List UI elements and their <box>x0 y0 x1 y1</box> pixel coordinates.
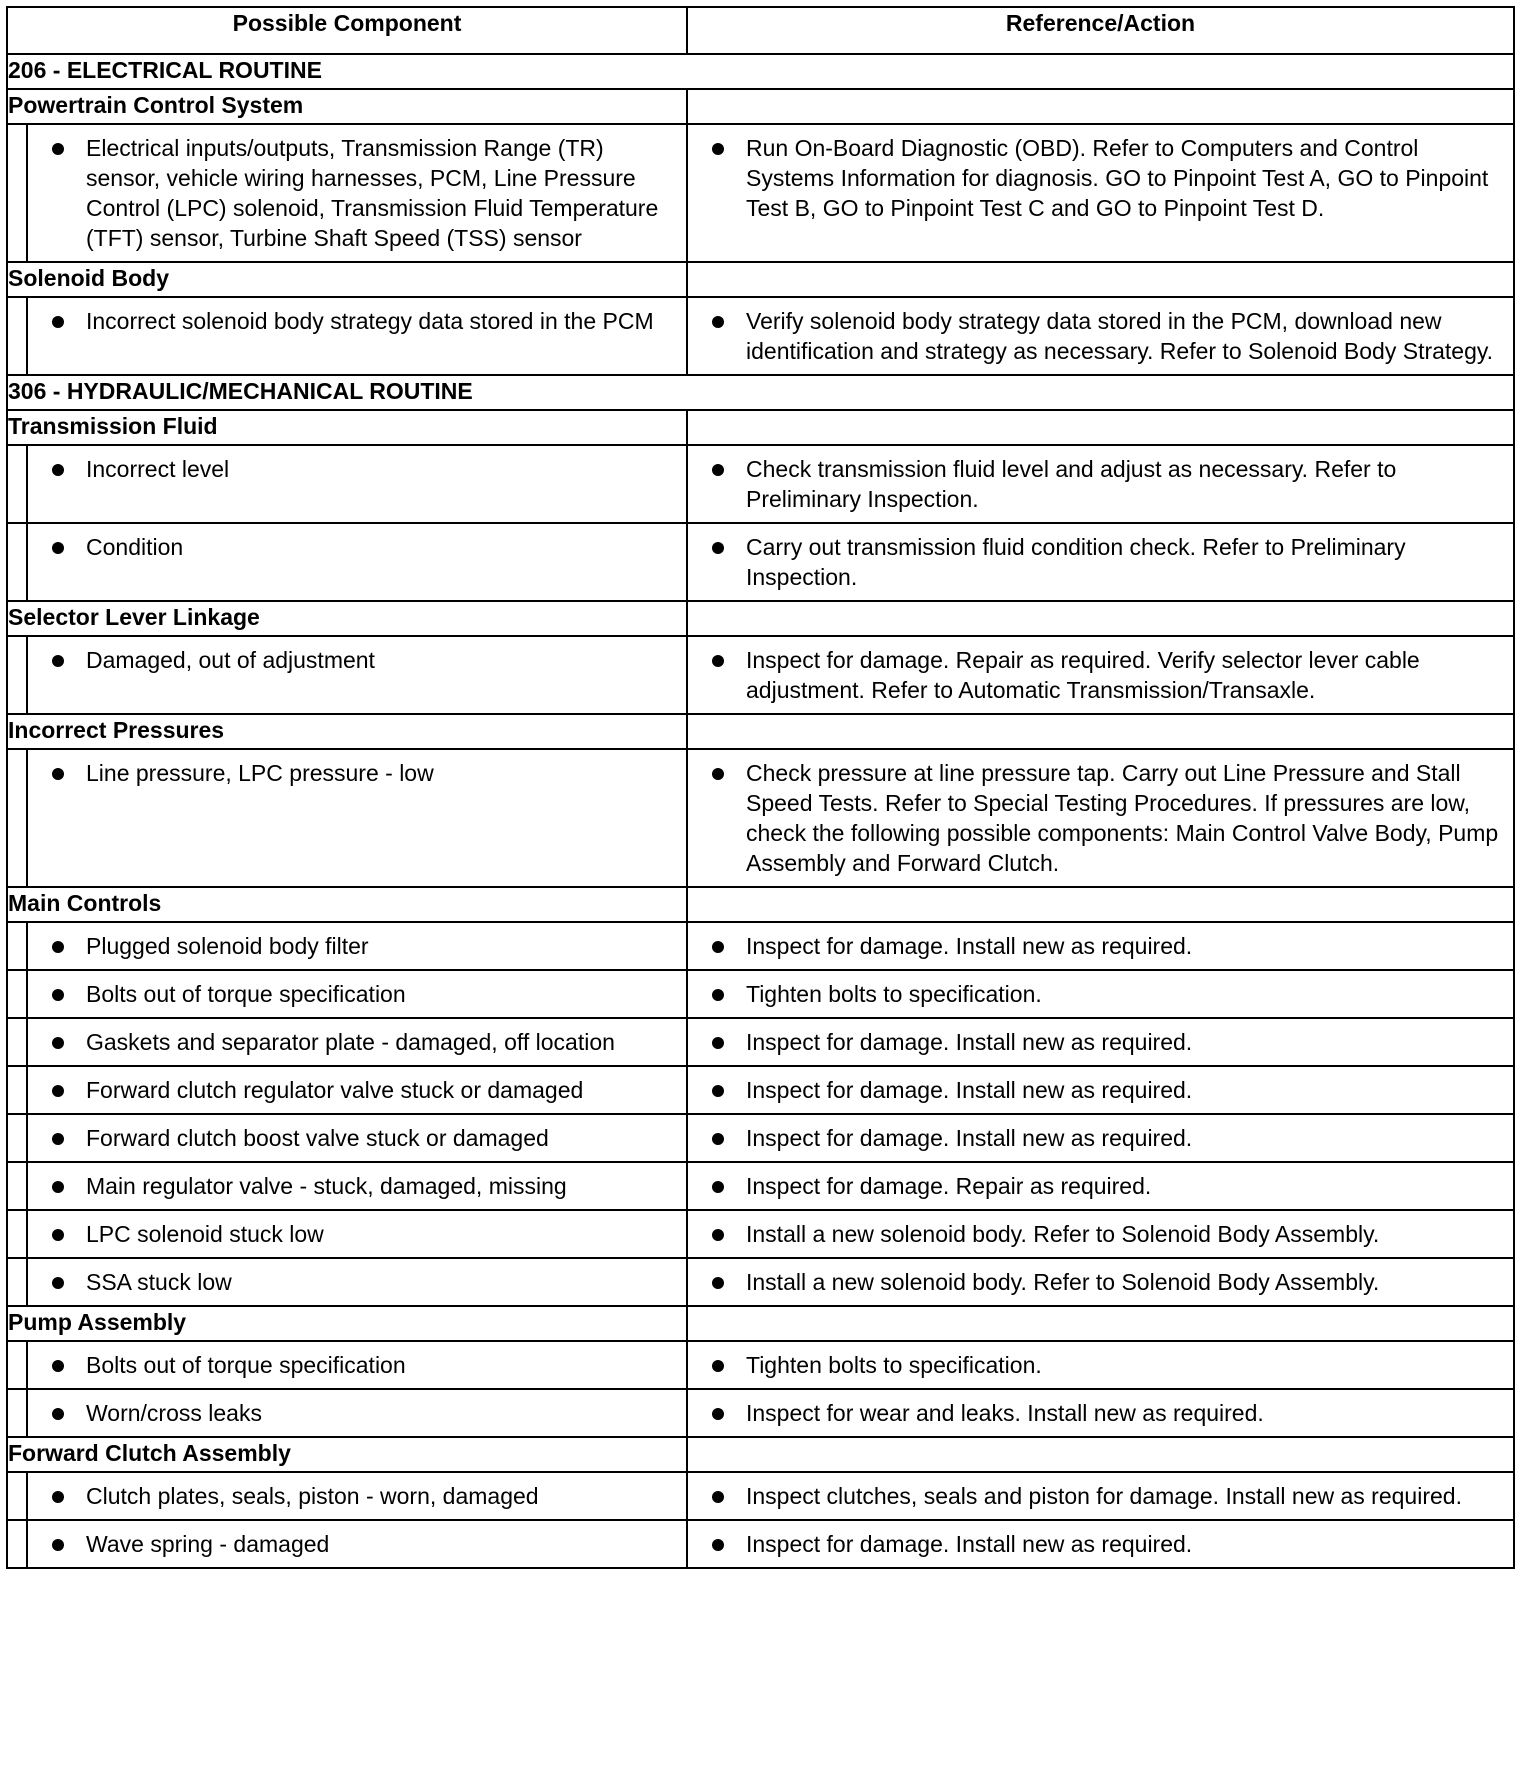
bullet-item <box>28 637 686 683</box>
bullet-icon <box>710 306 746 366</box>
bullet-item <box>28 446 686 492</box>
group-action-blank <box>687 714 1514 749</box>
action-cell <box>687 445 1514 523</box>
bullet-item <box>688 1342 1513 1388</box>
action-cell <box>687 1018 1514 1066</box>
component-cell <box>27 523 687 601</box>
bullet-icon <box>710 532 746 592</box>
bullet-icon <box>710 133 746 223</box>
bullet-item <box>28 1390 686 1436</box>
table-row <box>7 445 1514 523</box>
bullet-icon <box>50 454 86 484</box>
component-cell <box>27 1210 687 1258</box>
action-cell <box>687 636 1514 714</box>
group-action-blank <box>687 262 1514 297</box>
indent-cell <box>7 124 27 262</box>
action-text: Inspect clutches, seals and piston for damage. Install new as required. <box>746 1483 1462 1509</box>
group-title: Incorrect Pressures <box>7 714 687 749</box>
group-row <box>7 89 1514 124</box>
component-text: Damaged, out of adjustment <box>86 647 375 673</box>
component-cell <box>27 970 687 1018</box>
group-action-blank <box>687 410 1514 445</box>
table-row <box>7 749 1514 887</box>
group-action-blank <box>687 601 1514 636</box>
bullet-icon <box>50 1267 86 1297</box>
table-row <box>7 1520 1514 1568</box>
bullet-item <box>688 298 1513 374</box>
bullet-icon <box>50 1350 86 1380</box>
bullet-icon <box>710 1350 746 1380</box>
bullet-icon <box>50 133 86 253</box>
bullet-item <box>688 1115 1513 1161</box>
bullet-icon <box>710 1219 746 1249</box>
bullet-icon <box>710 1267 746 1297</box>
bullet-item <box>28 1067 686 1113</box>
component-cell <box>27 1114 687 1162</box>
group-action-blank <box>687 89 1514 124</box>
indent-cell <box>7 970 27 1018</box>
component-cell <box>27 1018 687 1066</box>
bullet-item <box>688 1019 1513 1065</box>
action-cell <box>687 523 1514 601</box>
component-cell <box>27 445 687 523</box>
table-row <box>7 1018 1514 1066</box>
action-text: Inspect for damage. Repair as required. Verify selector lever cable adjustment. Refer to Automatic Transmission/Transaxle. <box>746 647 1420 703</box>
bullet-icon <box>710 1027 746 1057</box>
action-cell <box>687 1162 1514 1210</box>
component-text: Forward clutch boost valve stuck or damaged <box>86 1125 549 1151</box>
table-header-row <box>7 7 1514 54</box>
bullet-icon <box>50 1075 86 1105</box>
table-row <box>7 523 1514 601</box>
table-row <box>7 1389 1514 1437</box>
indent-cell <box>7 1341 27 1389</box>
action-text: Carry out transmission fluid condition check. Refer to Preliminary Inspection. <box>746 534 1406 590</box>
group-title: Main Controls <box>7 887 687 922</box>
indent-cell <box>7 1018 27 1066</box>
bullet-icon <box>50 1027 86 1057</box>
bullet-item <box>28 1163 686 1209</box>
bullet-item <box>688 1211 1513 1257</box>
group-title: Pump Assembly <box>7 1306 687 1341</box>
action-cell <box>687 1341 1514 1389</box>
component-text: Line pressure, LPC pressure - low <box>86 760 434 786</box>
bullet-icon <box>710 1075 746 1105</box>
component-text: Electrical inputs/outputs, Transmission Range (TR) sensor, vehicle wiring harnesses, PCM, Line Pressure Control (LPC) solenoid, Transmission Fluid Temperature (TFT) sensor, Turbine Shaft Speed (TSS) sensor <box>86 135 659 251</box>
component-cell <box>27 636 687 714</box>
component-cell <box>27 1341 687 1389</box>
component-cell <box>27 297 687 375</box>
component-text: Condition <box>86 534 184 560</box>
bullet-item <box>688 1163 1513 1209</box>
routine-row <box>7 375 1514 410</box>
component-text: Main regulator valve - stuck, damaged, missing <box>86 1173 567 1199</box>
action-cell <box>687 297 1514 375</box>
routine-title: 306 - HYDRAULIC/MECHANICAL ROUTINE <box>7 375 1514 410</box>
bullet-icon <box>50 306 86 336</box>
action-cell <box>687 124 1514 262</box>
action-text: Install a new solenoid body. Refer to Solenoid Body Assembly. <box>746 1221 1380 1247</box>
bullet-item <box>28 524 686 570</box>
bullet-item <box>28 923 686 969</box>
routine-title: 206 - ELECTRICAL ROUTINE <box>7 54 1514 89</box>
indent-cell <box>7 1210 27 1258</box>
bullet-icon <box>50 758 86 788</box>
group-row <box>7 1306 1514 1341</box>
group-row <box>7 262 1514 297</box>
table-row <box>7 636 1514 714</box>
bullet-item <box>28 298 686 344</box>
table-row <box>7 1162 1514 1210</box>
bullet-icon <box>50 931 86 961</box>
action-text: Verify solenoid body strategy data stored in the PCM, download new identification and strategy as necessary. Refer to Solenoid Body Strategy. <box>746 308 1494 364</box>
bullet-icon <box>710 1398 746 1428</box>
bullet-item <box>28 971 686 1017</box>
component-text: LPC solenoid stuck low <box>86 1221 324 1247</box>
action-cell <box>687 1520 1514 1568</box>
bullet-icon <box>50 1219 86 1249</box>
bullet-item <box>688 1473 1513 1519</box>
bullet-item <box>28 1473 686 1519</box>
indent-cell <box>7 636 27 714</box>
action-text: Inspect for damage. Repair as required. <box>746 1173 1152 1199</box>
group-title: Selector Lever Linkage <box>7 601 687 636</box>
group-title: Forward Clutch Assembly <box>7 1437 687 1472</box>
action-cell <box>687 1389 1514 1437</box>
bullet-item <box>28 1342 686 1388</box>
table-row <box>7 1341 1514 1389</box>
indent-cell <box>7 922 27 970</box>
bullet-icon <box>50 979 86 1009</box>
component-text: Worn/cross leaks <box>86 1400 262 1426</box>
bullet-icon <box>710 1529 746 1559</box>
diagnosis-table <box>6 6 1515 1569</box>
bullet-item <box>688 524 1513 600</box>
bullet-icon <box>50 1481 86 1511</box>
bullet-item <box>28 125 686 261</box>
bullet-item <box>688 971 1513 1017</box>
action-text: Check pressure at line pressure tap. Carry out Line Pressure and Stall Speed Tests. Refer to Special Testing Procedures. If pressures are low, check the following possible components: Main Control Valve Body, Pump Assembly and Forward Clutch. <box>746 760 1499 876</box>
action-text: Tighten bolts to specification. <box>746 981 1042 1007</box>
table-row <box>7 124 1514 262</box>
bullet-icon <box>50 1529 86 1559</box>
bullet-item <box>688 1521 1513 1567</box>
indent-cell <box>7 445 27 523</box>
group-title: Transmission Fluid <box>7 410 687 445</box>
group-row <box>7 410 1514 445</box>
action-text: Inspect for damage. Install new as required. <box>746 1125 1193 1151</box>
group-action-blank <box>687 1437 1514 1472</box>
header-reference-action: Reference/Action <box>687 7 1514 54</box>
action-text: Tighten bolts to specification. <box>746 1352 1042 1378</box>
group-title: Solenoid Body <box>7 262 687 297</box>
indent-cell <box>7 297 27 375</box>
bullet-item <box>688 750 1513 886</box>
bullet-icon <box>50 645 86 675</box>
component-text: Incorrect level <box>86 456 230 482</box>
bullet-icon <box>710 1123 746 1153</box>
indent-cell <box>7 1162 27 1210</box>
bullet-icon <box>50 1123 86 1153</box>
table-row <box>7 1114 1514 1162</box>
bullet-item <box>28 1211 686 1257</box>
action-cell <box>687 1114 1514 1162</box>
table-row <box>7 1258 1514 1306</box>
component-text: Plugged solenoid body filter <box>86 933 369 959</box>
indent-cell <box>7 1066 27 1114</box>
component-cell <box>27 124 687 262</box>
indent-cell <box>7 1258 27 1306</box>
bullet-item <box>28 750 686 796</box>
action-text: Inspect for damage. Install new as required. <box>746 933 1193 959</box>
table-row <box>7 1210 1514 1258</box>
action-text: Check transmission fluid level and adjust as necessary. Refer to Preliminary Inspection. <box>746 456 1397 512</box>
group-row <box>7 714 1514 749</box>
action-text: Run On-Board Diagnostic (OBD). Refer to Computers and Control Systems Information for diagnosis. GO to Pinpoint Test A, GO to Pinpoint Test B, GO to Pinpoint Test C and GO to Pinpoint Test D. <box>746 135 1489 221</box>
bullet-icon <box>710 931 746 961</box>
component-text: Bolts out of torque specification <box>86 1352 406 1378</box>
bullet-icon <box>710 979 746 1009</box>
indent-cell <box>7 749 27 887</box>
action-cell <box>687 1472 1514 1520</box>
indent-cell <box>7 1520 27 1568</box>
bullet-icon <box>50 532 86 562</box>
bullet-icon <box>710 1481 746 1511</box>
component-cell <box>27 922 687 970</box>
bullet-item <box>688 125 1513 231</box>
group-row <box>7 1437 1514 1472</box>
component-text: Bolts out of torque specification <box>86 981 406 1007</box>
component-text: SSA stuck low <box>86 1269 232 1295</box>
bullet-item <box>28 1521 686 1567</box>
group-title: Powertrain Control System <box>7 89 687 124</box>
bullet-icon <box>50 1398 86 1428</box>
component-cell <box>27 1520 687 1568</box>
indent-cell <box>7 523 27 601</box>
header-possible-component: Possible Component <box>7 7 687 54</box>
component-cell <box>27 1162 687 1210</box>
action-cell <box>687 1066 1514 1114</box>
bullet-icon <box>710 645 746 705</box>
action-cell <box>687 1210 1514 1258</box>
bullet-item <box>688 1067 1513 1113</box>
group-action-blank <box>687 1306 1514 1341</box>
component-cell <box>27 1389 687 1437</box>
action-text: Inspect for damage. Install new as required. <box>746 1029 1193 1055</box>
action-cell <box>687 922 1514 970</box>
table-row <box>7 1066 1514 1114</box>
action-cell <box>687 1258 1514 1306</box>
action-text: Inspect for damage. Install new as required. <box>746 1531 1193 1557</box>
table-body <box>7 54 1514 1568</box>
component-cell <box>27 1472 687 1520</box>
bullet-icon <box>710 454 746 514</box>
action-text: Install a new solenoid body. Refer to Solenoid Body Assembly. <box>746 1269 1380 1295</box>
indent-cell <box>7 1472 27 1520</box>
action-text: Inspect for damage. Install new as required. <box>746 1077 1193 1103</box>
routine-row <box>7 54 1514 89</box>
action-cell <box>687 749 1514 887</box>
group-row <box>7 601 1514 636</box>
component-text: Clutch plates, seals, piston - worn, damaged <box>86 1483 539 1509</box>
bullet-item <box>688 923 1513 969</box>
bullet-item <box>688 637 1513 713</box>
bullet-item <box>688 1390 1513 1436</box>
component-text: Incorrect solenoid body strategy data stored in the PCM <box>86 308 654 334</box>
table-row <box>7 297 1514 375</box>
indent-cell <box>7 1114 27 1162</box>
component-cell <box>27 1258 687 1306</box>
bullet-icon <box>50 1171 86 1201</box>
component-cell <box>27 749 687 887</box>
component-text: Gaskets and separator plate - damaged, off location <box>86 1029 615 1055</box>
table-row <box>7 970 1514 1018</box>
action-cell <box>687 970 1514 1018</box>
bullet-item <box>28 1019 686 1065</box>
action-text: Inspect for wear and leaks. Install new as required. <box>746 1400 1264 1426</box>
bullet-item <box>688 446 1513 522</box>
component-cell <box>27 1066 687 1114</box>
bullet-item <box>688 1259 1513 1305</box>
group-row <box>7 887 1514 922</box>
bullet-icon <box>710 758 746 878</box>
table-row <box>7 922 1514 970</box>
bullet-icon <box>710 1171 746 1201</box>
group-action-blank <box>687 887 1514 922</box>
bullet-item <box>28 1115 686 1161</box>
table-row <box>7 1472 1514 1520</box>
bullet-item <box>28 1259 686 1305</box>
component-text: Wave spring - damaged <box>86 1531 330 1557</box>
indent-cell <box>7 1389 27 1437</box>
component-text: Forward clutch regulator valve stuck or damaged <box>86 1077 584 1103</box>
